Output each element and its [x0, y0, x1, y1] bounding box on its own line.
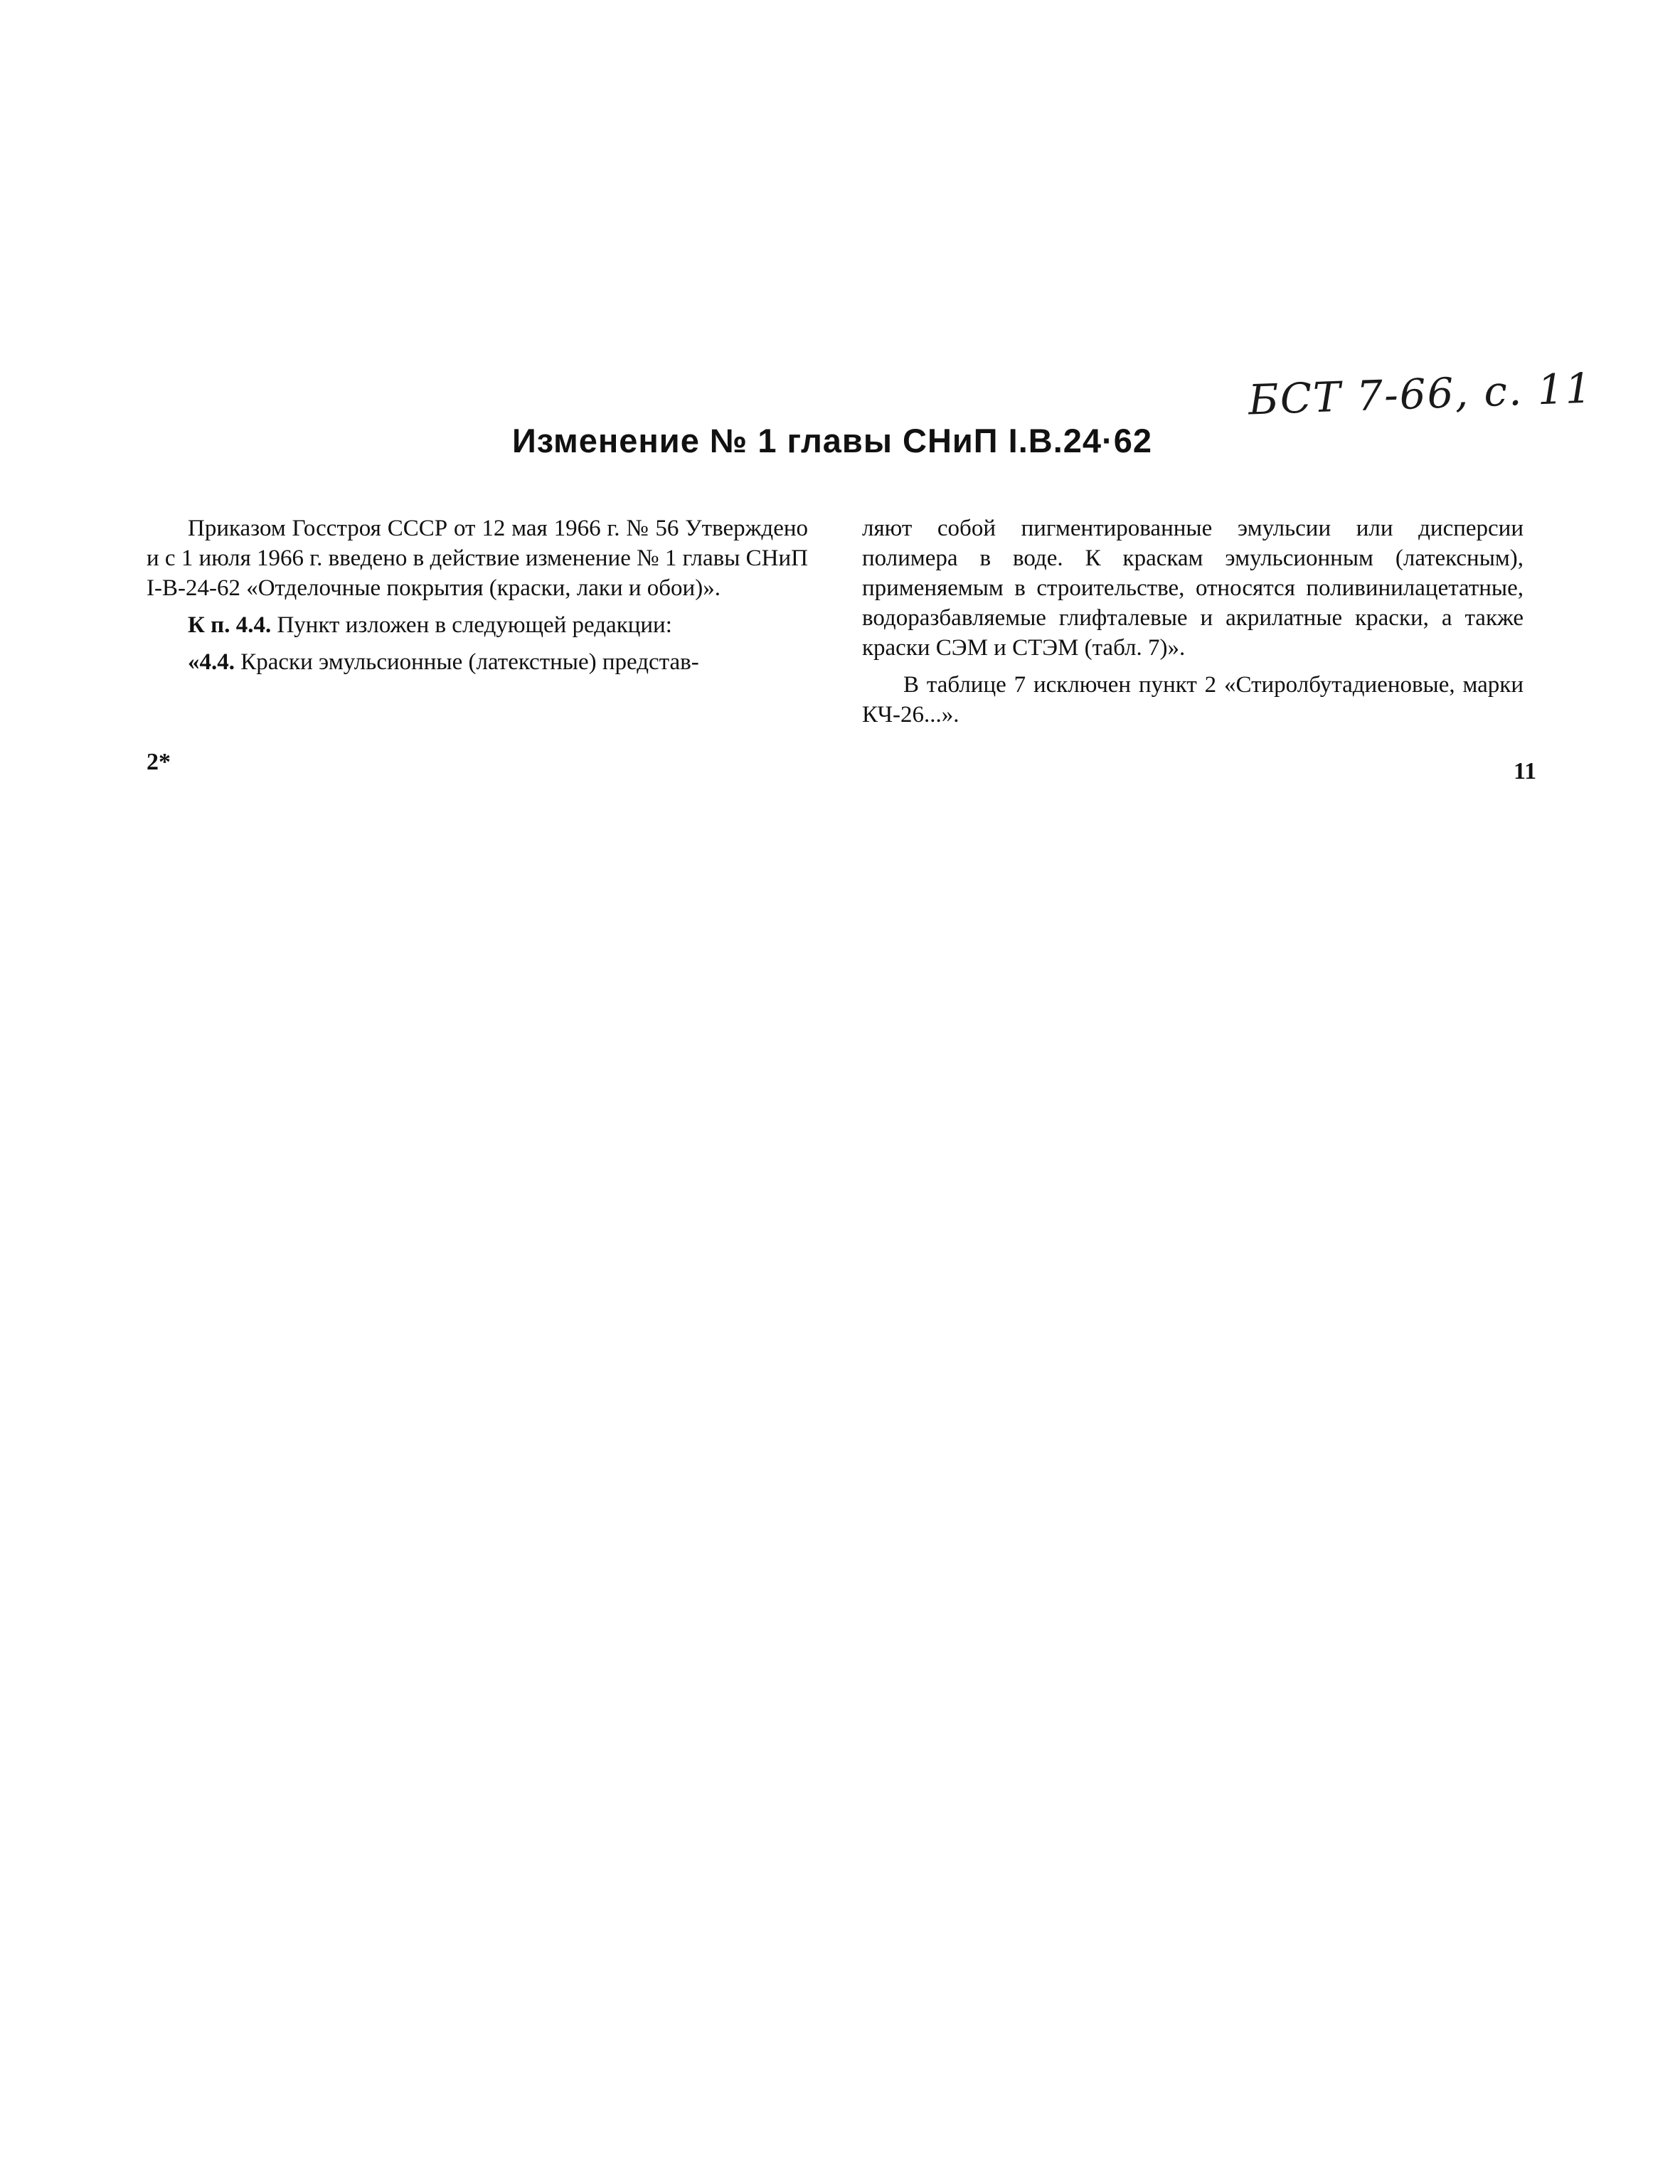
handwritten-note: БСТ 7-66, с. 11 — [1247, 363, 1594, 425]
clause-reference-paragraph — [147, 610, 808, 640]
page-title: Изменение № 1 главы СНиП I.В.24·62 — [512, 422, 1152, 459]
table-change-paragraph: В таблице 7 исключен пункт 2 «Стиролбутадиеновые, марки КЧ-26...». — [862, 672, 1524, 728]
clause-number: «4.4. — [188, 649, 235, 675]
page-number: 11 — [1514, 758, 1537, 784]
left-column — [147, 513, 808, 684]
clause-reference-label: К п. 4.4. — [188, 612, 272, 638]
clause-reference-text: Пункт изложен в следующей редакции: — [271, 612, 672, 638]
signature-mark: 2* — [147, 749, 171, 775]
right-column — [862, 513, 1524, 737]
order-paragraph: Приказом Госстроя СССР от 12 мая 1966 г. № 56 Утверждено и с 1 июля 1966 г. введено в действие изменение № 1 главы СНиП I-В-24-62 «Отделочные покрытия (краски, лаки и обои)». — [147, 516, 808, 601]
clause-text-start: Краски эмульсионные (латекстные) представ- — [235, 649, 699, 675]
clause-text-start-paragraph — [147, 647, 808, 677]
clause-text-continuation: ляют собой пигментированные эмульсии или дисперсии полимера в воде. К краскам эмульсионным (латексным), применяемым в строительстве, относятся поливинилацетатные, водоразбавляемые глифталевые и акрилатные краски, а также краски СЭМ и СТЭМ (табл. 7)». — [862, 516, 1524, 661]
